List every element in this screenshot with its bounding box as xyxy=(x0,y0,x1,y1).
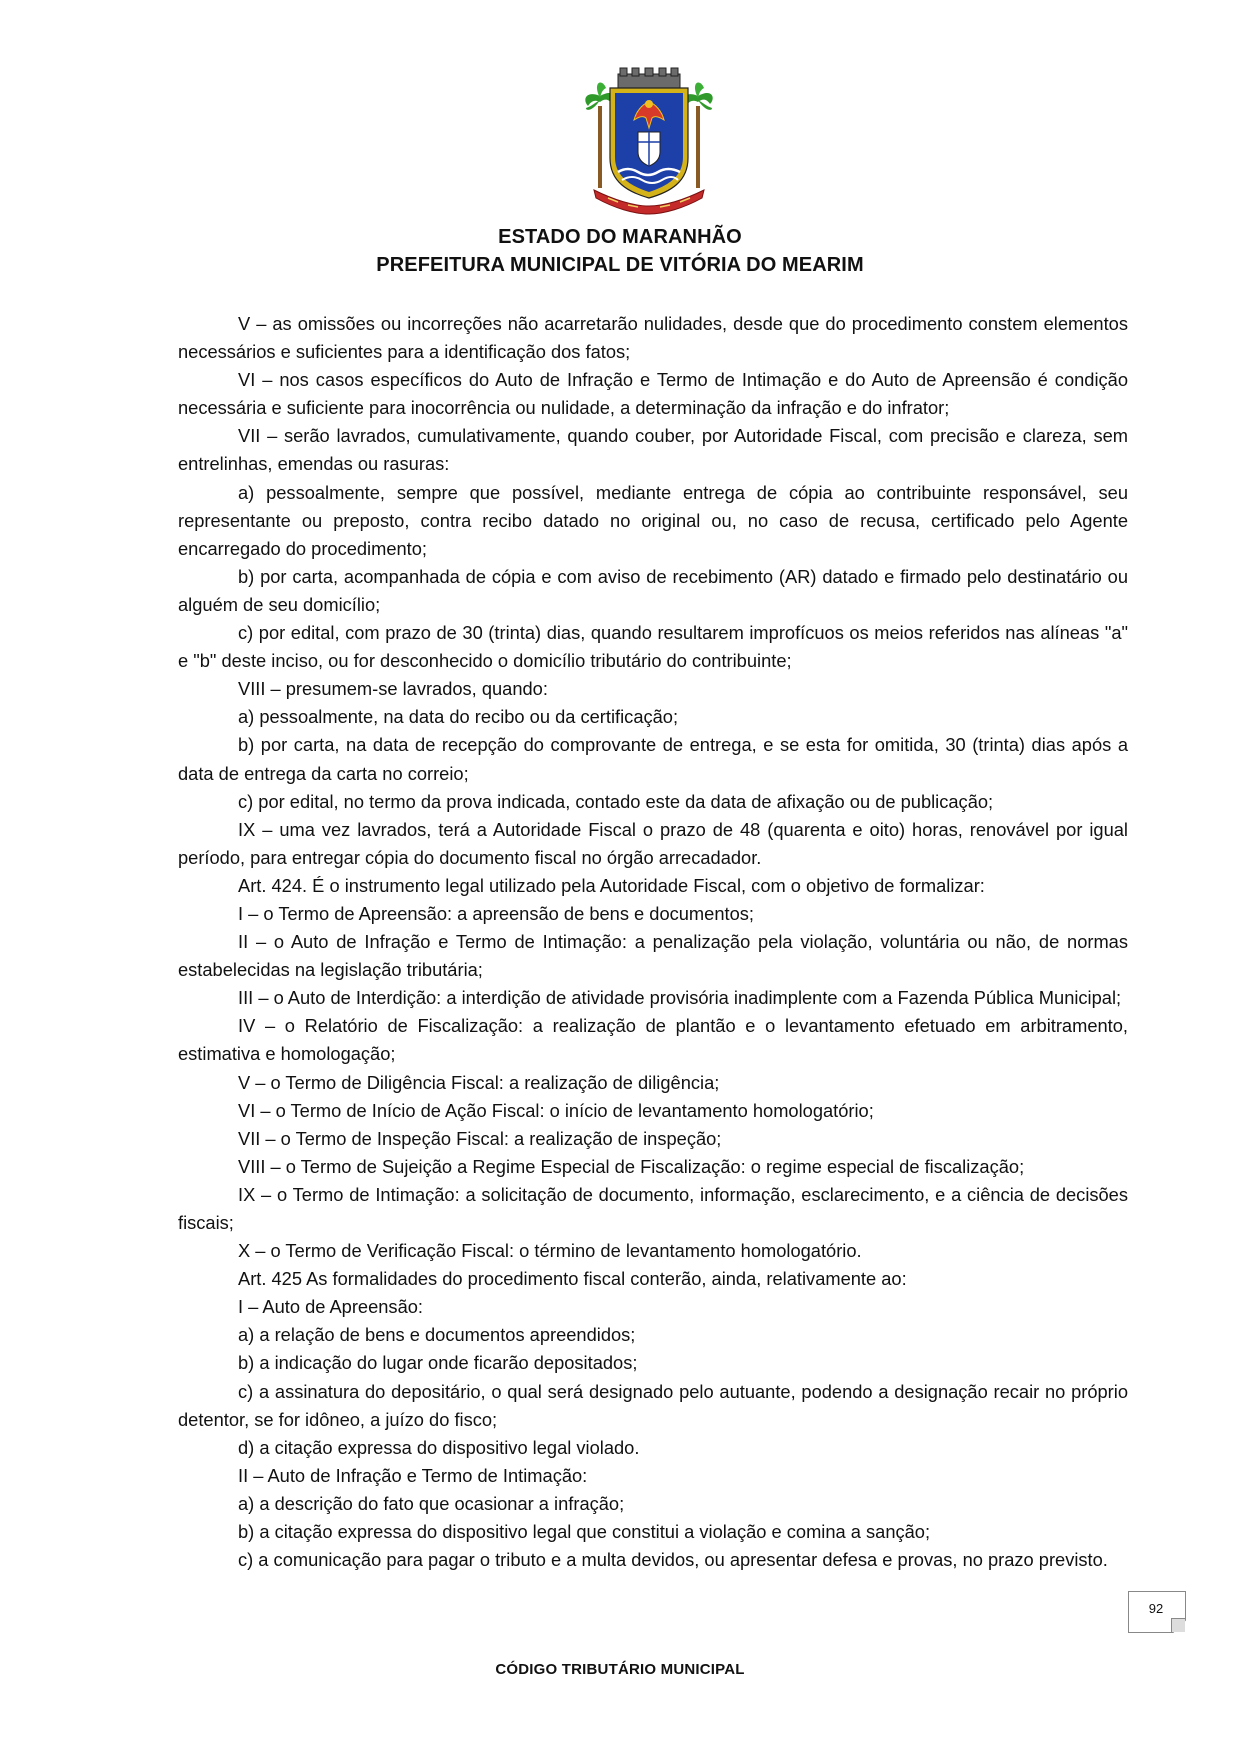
paragraph: c) a assinatura do depositário, o qual será designado pelo autuante, podendo a designação recair no próprio detentor, se for idôneo, a juízo do fisco; xyxy=(178,1380,1128,1430)
paragraph: V – o Termo de Diligência Fiscal: a realização de diligência; xyxy=(238,1071,720,1093)
paragraph: II – o Auto de Infração e Termo de Intimação: a penalização pela violação, voluntária ou não, de normas estabelecidas na legislação tributária; xyxy=(178,931,1128,981)
paragraph: IX – o Termo de Intimação: a solicitação de documento, informação, esclarecimento, e a ciência de decisões fiscais; xyxy=(178,1183,1128,1233)
paragraph: VI – nos casos específicos do Auto de Infração e Termo de Intimação e do Auto de Apreensão é condição necessária e suficiente para inocorrência ou nulidade, a determinação da infração e do infrator; xyxy=(178,369,1128,419)
paragraph: IV – o Relatório de Fiscalização: a realização de plantão e o levantamento efetuado em arbitramento, estimativa e homologação; xyxy=(178,1015,1128,1065)
paragraph: I – Auto de Apreensão: xyxy=(238,1296,423,1318)
paragraph: VIII – o Termo de Sujeição a Regime Especial de Fiscalização: o regime especial de fiscalização; xyxy=(238,1155,1025,1177)
paragraph: VI – o Termo de Início de Ação Fiscal: o início de levantamento homologatório; xyxy=(238,1099,874,1121)
mural-crown xyxy=(618,68,680,88)
paragraph: c) por edital, com prazo de 30 (trinta) dias, quando resultarem improfícuos os meios referidos nas alíneas "a" e "b" deste inciso, ou for desconhecido o domicílio tributário do contribuinte; xyxy=(178,622,1128,672)
paragraph: II – Auto de Infração e Termo de Intimação: xyxy=(238,1464,588,1486)
shield xyxy=(610,88,688,198)
paragraph: b) por carta, acompanhada de cópia e com aviso de recebimento (AR) datado e firmado pelo destinatário ou alguém de seu domicílio; xyxy=(178,565,1128,615)
paragraph: IX – uma vez lavrados, terá a Autoridade Fiscal o prazo de 48 (quarenta e oito) horas, renovável por igual período, para entregar cópia do documento fiscal no órgão arrecadador. xyxy=(178,818,1128,868)
page-number-box xyxy=(1128,1591,1186,1633)
paragraph: a) pessoalmente, na data do recibo ou da certificação; xyxy=(238,706,679,728)
paragraph: III – o Auto de Interdição: a interdição de atividade provisória inadimplente com a Fazenda Pública Municipal; xyxy=(238,987,1122,1009)
page-curl-icon xyxy=(1171,1618,1185,1632)
paragraph: a) pessoalmente, sempre que possível, mediante entrega de cópia ao contribuinte responsável, seu representante ou preposto, contra recibo datado no original ou, no caso de recusa, certificado pelo Agente encarregado do procedimento; xyxy=(178,481,1128,559)
paragraph: VII – serão lavrados, cumulativamente, quando couber, por Autoridade Fiscal, com precisão e clareza, sem entrelinhas, emendas ou rasuras: xyxy=(178,425,1128,475)
paragraph: X – o Termo de Verificação Fiscal: o término de levantamento homologatório. xyxy=(238,1240,862,1262)
municipal-coat-of-arms-icon xyxy=(584,66,714,216)
state-title: ESTADO DO MARANHÃO xyxy=(498,226,742,248)
paragraph: b) a indicação do lugar onde ficarão depositados; xyxy=(238,1352,638,1374)
paragraph: I – o Termo de Apreensão: a apreensão de bens e documentos; xyxy=(238,902,754,924)
document-footer: CÓDIGO TRIBUTÁRIO MUNICIPAL xyxy=(495,1661,745,1678)
paragraph: d) a citação expressa do dispositivo legal violado. xyxy=(238,1436,640,1458)
document-body xyxy=(178,310,1128,1574)
municipality-title: PREFEITURA MUNICIPAL DE VITÓRIA DO MEARIM xyxy=(376,254,864,276)
paragraph: V – as omissões ou incorreções não acarretarão nulidades, desde que do procedimento constem elementos necessários e suficientes para a identificação dos fatos; xyxy=(178,313,1128,363)
paragraph: Art. 425 As formalidades do procedimento fiscal conterão, ainda, relativamente ao: xyxy=(238,1268,907,1290)
paragraph: b) a citação expressa do dispositivo legal que constitui a violação e comina a sanção; xyxy=(238,1521,931,1543)
page-number: 92 xyxy=(1148,1601,1164,1616)
paragraph: a) a relação de bens e documentos apreendidos; xyxy=(238,1324,636,1346)
paragraph: a) a descrição do fato que ocasionar a infração; xyxy=(238,1492,625,1514)
paragraph: b) por carta, na data de recepção do comprovante de entrega, e se esta for omitida, 30 (trinta) dias após a data de entrega da carta no correio; xyxy=(178,734,1128,784)
paragraph: VII – o Termo de Inspeção Fiscal: a realização de inspeção; xyxy=(238,1127,722,1149)
paragraph: c) a comunicação para pagar o tributo e a multa devidos, ou apresentar defesa e provas, no prazo previsto. xyxy=(238,1549,1108,1571)
paragraph: c) por edital, no termo da prova indicada, contado este da data de afixação ou de publicação; xyxy=(238,790,994,812)
paragraph: VIII – presumem-se lavrados, quando: xyxy=(238,678,548,700)
paragraph: Art. 424. É o instrumento legal utilizado pela Autoridade Fiscal, com o objetivo de formalizar: xyxy=(238,874,985,896)
